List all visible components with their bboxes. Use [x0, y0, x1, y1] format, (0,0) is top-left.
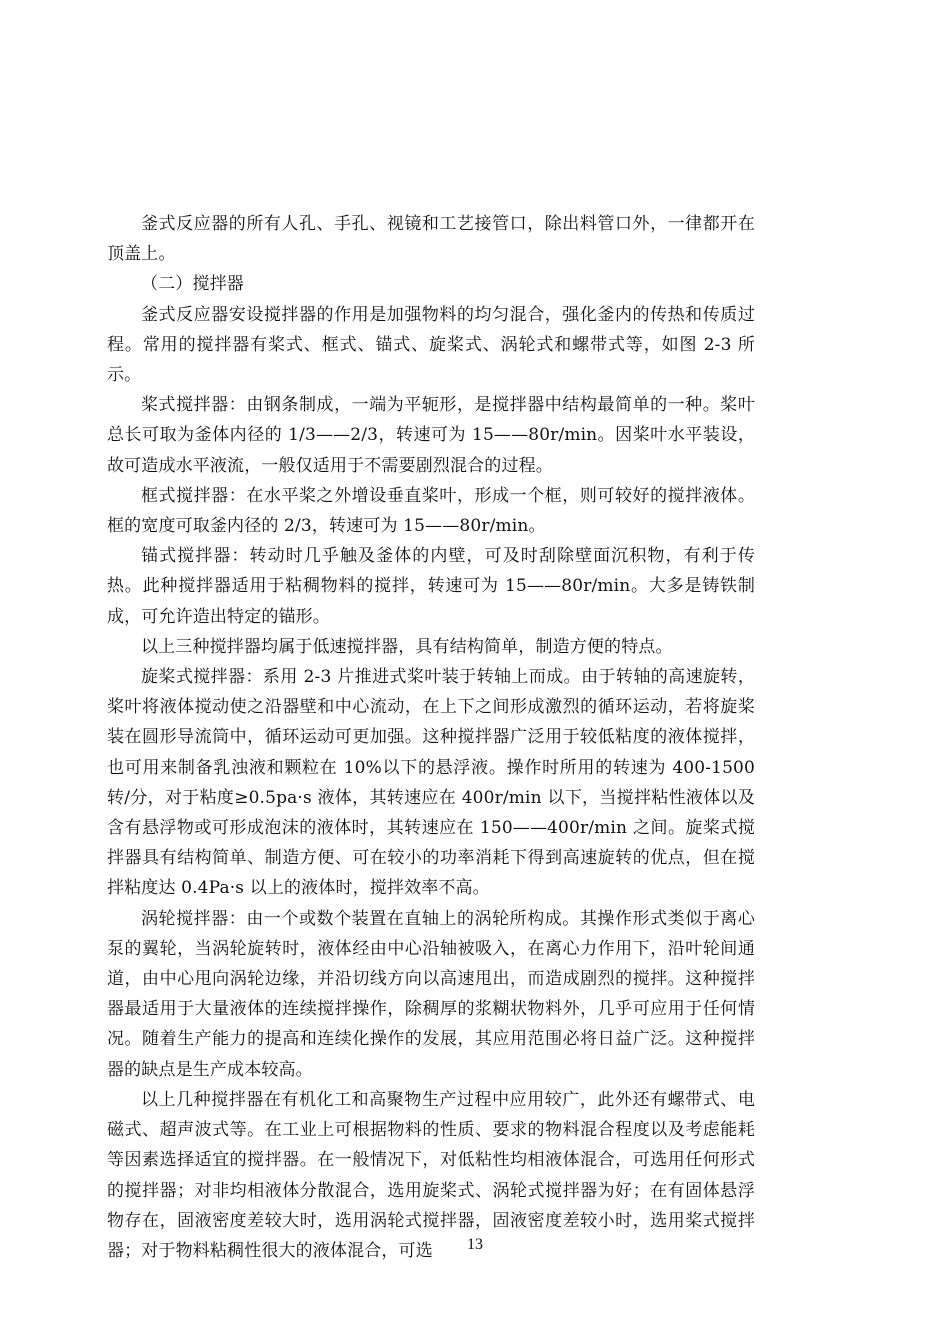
paragraph-turbine-agitator: 涡轮搅拌器：由一个或数个装置在直轴上的涡轮所构成。其操作形式类似于离心泵的翼轮，当涡轮旋转时，液体经由中心沿轴被吸入，在离心力作用下，沿叶轮间通道，由中心甩向涡轮边缘，并沿切线方向以高速甩出，而造成剧烈的搅拌。这种搅拌器最适用于大量液体的连续搅拌操作，除稠厚的浆糊状物料外，几乎可应用于任何情况。随着生产能力的提高和连续化操作的发展，其应用范围必将日益广泛。这种搅拌器的缺点是生产成本较高。: [107, 908, 755, 1080]
paragraph-openings: 釜式反应器的所有人孔、手孔、视镜和工艺接管口，除出料管口外，一律都开在顶盖上。: [107, 214, 755, 265]
section-heading-agitator: （二）搅拌器: [141, 274, 244, 295]
paragraph-frame-agitator: 框式搅拌器：在水平桨之外增设垂直桨叶，形成一个框，则可较好的搅拌液体。框的宽度可取釜内径的 2/3，转速可为 15——80r/min。: [107, 485, 755, 537]
paragraph-low-speed-summary: 以上三种搅拌器均属于低速搅拌器，具有结构简单，制造方便的特点。: [141, 636, 673, 657]
paragraph-agitator-selection: 以上几种搅拌器在有机化工和高聚物生产过程中应用较广，此外还有螺带式、电磁式、超声波式等。在工业上可根据物料的性质、要求的物料混合程度以及考虑能耗等因素选择适宜的搅拌器。在一般情况下，对低粘性均相液体混合，可选用任何形式的搅拌器；对非均相液体分散混合，选用旋桨式、涡轮式搅拌器为好；在有固体悬浮物存在，固液密度差较大时，选用涡轮式搅拌器，固液密度差较小时，选用桨式搅拌器；对于物料粘稠性很大的液体混合，可选: [107, 1089, 755, 1261]
paragraph-agitator-intro: 釜式反应器安设搅拌器的作用是加强物料的均匀混合，强化釜内的传热和传质过程。常用的搅拌器有桨式、框式、锚式、旋桨式、涡轮式和螺带式等，如图 2-3 所示。: [107, 304, 755, 386]
body-text: [107, 209, 755, 1266]
paragraph-paddle-agitator: 桨式搅拌器：由钢条制成，一端为平轭形，是搅拌器中结构最简单的一种。桨叶总长可取为釜体内径的 1/3——2/3，转速可为 15——80r/min。因桨叶水平装设，故可造成水平液流，一般仅适用于不需要剧烈混合的过程。: [107, 395, 755, 476]
page-number: 13: [467, 1236, 483, 1253]
paragraph-anchor-agitator: 锚式搅拌器：转动时几乎触及釜体的内壁，可及时刮除壁面沉积物，有利于传热。此种搅拌器适用于粘稠物料的搅拌，转速可为 15——80r/min。大多是铸铁制成，可允许造出特定的锚形。: [107, 546, 755, 627]
paragraph-propeller-agitator: 旋桨式搅拌器：系用 2-3 片推进式桨叶装于转轴上而成。由于转轴的高速旋转，桨叶将液体搅动使之沿器壁和中心流动，在上下之间形成激烈的循环运动，若将旋桨装在圆形导流筒中，循环运动可更加强。这种搅拌器广泛用于较低粘度的液体搅拌，也可用来制备乳浊液和颗粒在 10%以下的悬浮液。操作时所用的转速为 400-1500 转/分，对于粘度≥0.5pa·s 液体，其转速应在 400r/min 以下，当搅拌粘性液体以及含有悬浮物或可形成泡沫的液体时，其转速应在 150——400r/min 之间。旋桨式搅拌器具有结构简单、制造方便、可在较小的功率消耗下得到高速旋转的优点，但在搅拌粘度达 0.4Pa·s 以上的液体时，搅拌效率不高。: [107, 667, 755, 899]
